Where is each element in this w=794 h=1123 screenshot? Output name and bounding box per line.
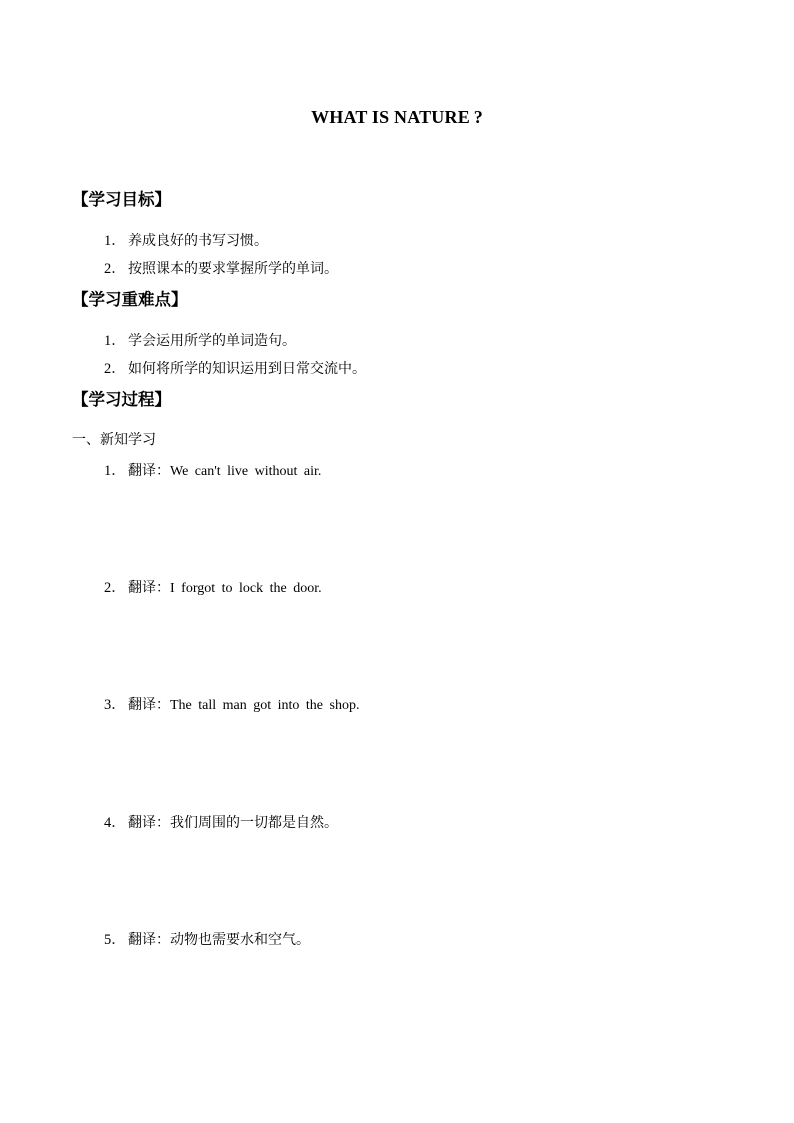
exercise-number: 5． [104, 932, 126, 948]
exercise-label: 翻译： [128, 580, 170, 596]
exercise-label: 翻译： [128, 463, 170, 479]
goal-item-number: 2． [104, 261, 126, 277]
document-title: WHAT IS NATURE ? [311, 107, 483, 127]
goal-item-1 [104, 231, 268, 251]
exercise-item-3 [104, 695, 359, 716]
exercise-number: 1． [104, 463, 126, 479]
exercise-number: 4． [104, 815, 126, 831]
key-point-text: 学会运用所学的单词造句。 [128, 333, 296, 349]
goal-item-number: 1． [104, 233, 126, 249]
heading-key-points: 【学习重难点】 [72, 290, 188, 309]
exercise-label: 翻译： [128, 697, 170, 713]
exercise-label: 翻译： [128, 815, 170, 831]
exercise-number: 3． [104, 697, 126, 713]
exercise-text: 我们周围的一切都是自然。 [170, 815, 338, 831]
goal-item-text: 按照课本的要求掌握所学的单词。 [128, 261, 338, 277]
exercise-item-5 [104, 930, 310, 950]
goal-item-text: 养成良好的书写习惯。 [128, 233, 268, 249]
exercise-item-1 [104, 461, 321, 482]
goal-item-2 [104, 259, 338, 279]
exercise-text: I forgot to lock the door. [170, 581, 322, 596]
exercise-text: 动物也需要水和空气。 [170, 932, 310, 948]
exercise-item-4 [104, 813, 338, 833]
exercise-text: We can't live without air. [170, 464, 322, 479]
exercise-item-2 [104, 578, 322, 599]
key-point-number: 1． [104, 333, 126, 349]
heading-learning-process: 【学习过程】 [72, 390, 171, 409]
subsection-new-knowledge: 一、新知学习 [72, 432, 156, 448]
exercise-label: 翻译： [128, 932, 170, 948]
exercise-number: 2． [104, 580, 126, 596]
key-point-number: 2． [104, 361, 126, 377]
key-point-item-2 [104, 359, 366, 379]
exercise-text: The tall man got into the shop. [170, 698, 360, 713]
heading-learning-goals: 【学习目标】 [72, 190, 171, 209]
key-point-text: 如何将所学的知识运用到日常交流中。 [128, 361, 366, 377]
key-point-item-1 [104, 331, 296, 351]
